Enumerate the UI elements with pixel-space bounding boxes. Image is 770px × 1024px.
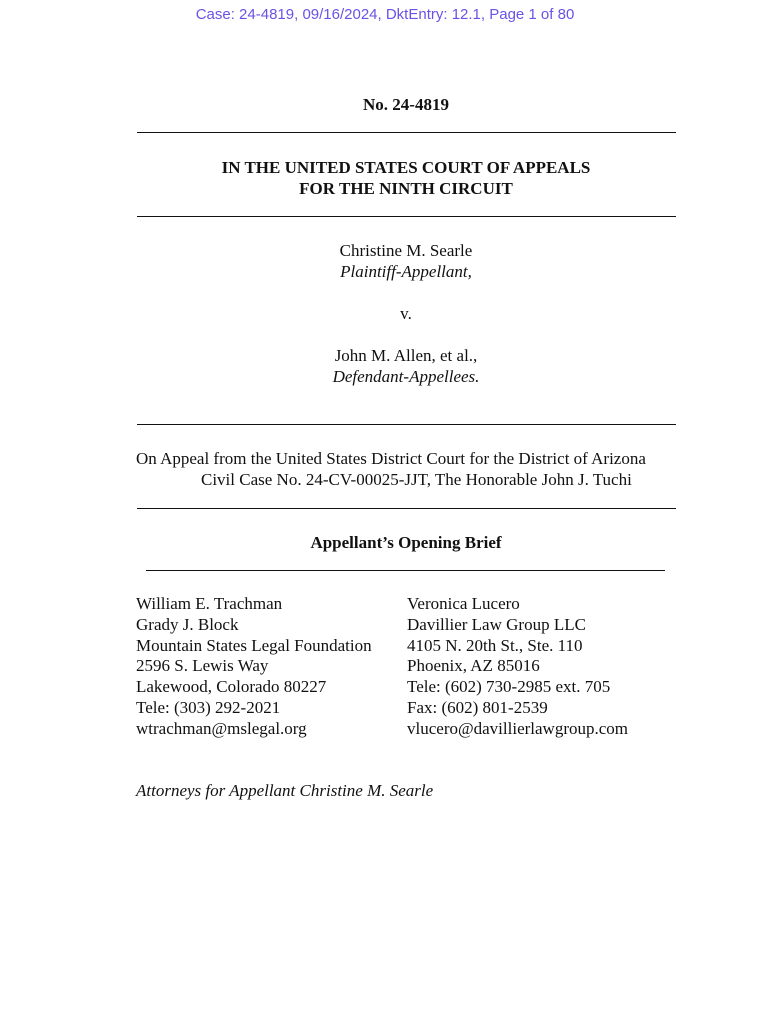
counsel-left-email: wtrachman@mslegal.org [136, 718, 307, 738]
appellant-name: Christine M. Searle [339, 241, 473, 260]
counsel-left-line: Grady J. Block [136, 614, 239, 634]
counsel-left-line: 2596 S. Lewis Way [136, 656, 269, 676]
appellee-block [136, 345, 676, 387]
counsel-right-line: Phoenix, AZ 85016 [407, 656, 540, 676]
court-name [136, 157, 676, 199]
counsel-right-line: Veronica Lucero [407, 594, 520, 613]
counsel-right-line: Tele: (602) 730-2985 ext. 705 [407, 677, 611, 697]
docket-stamp: Case: 24-4819, 09/16/2024, DktEntry: 12.1, Page 1 of 80 [195, 6, 575, 23]
counsel-left-line: Tele: (303) 292-2021 [136, 697, 281, 717]
divider-rule [137, 424, 676, 425]
court-line-1: IN THE UNITED STATES COURT OF APPEALS [221, 158, 591, 177]
counsel-right-email: vlucero@davillierlawgroup.com [407, 718, 628, 738]
divider-rule [146, 570, 665, 571]
counsel-right-line: Fax: (602) 801-2539 [407, 697, 548, 717]
counsel-right-line: Davillier Law Group LLC [407, 614, 586, 634]
court-line-2: FOR THE NINTH CIRCUIT [299, 179, 513, 198]
appellee-name: John M. Allen, et al., [334, 346, 478, 365]
counsel-left-line: Mountain States Legal Foundation [136, 635, 372, 655]
appellant-block [136, 240, 676, 282]
divider-rule [137, 132, 676, 133]
divider-rule [137, 216, 676, 217]
counsel-right-line: 4105 N. 20th St., Ste. 110 [407, 635, 583, 655]
appellant-role: Plaintiff-Appellant, [340, 262, 472, 281]
brief-title: Appellant’s Opening Brief [310, 533, 502, 552]
appellee-role: Defendant-Appellees. [332, 367, 480, 386]
appeal-line-2: Civil Case No. 24-CV-00025-JJT, The Honorable John J. Tuchi [201, 470, 632, 489]
counsel-left [136, 594, 372, 740]
case-number: No. 24-4819 [363, 95, 449, 114]
counsel-right [407, 594, 628, 740]
divider-rule [137, 508, 676, 509]
counsel-left-line: William E. Trachman [136, 594, 283, 613]
versus: v. [400, 304, 412, 323]
appeal-line-1: On Appeal from the United States District Court for the District of Arizona [136, 449, 646, 468]
counsel-left-line: Lakewood, Colorado 80227 [136, 677, 327, 697]
attorneys-for: Attorneys for Appellant Christine M. Searle [136, 781, 434, 800]
